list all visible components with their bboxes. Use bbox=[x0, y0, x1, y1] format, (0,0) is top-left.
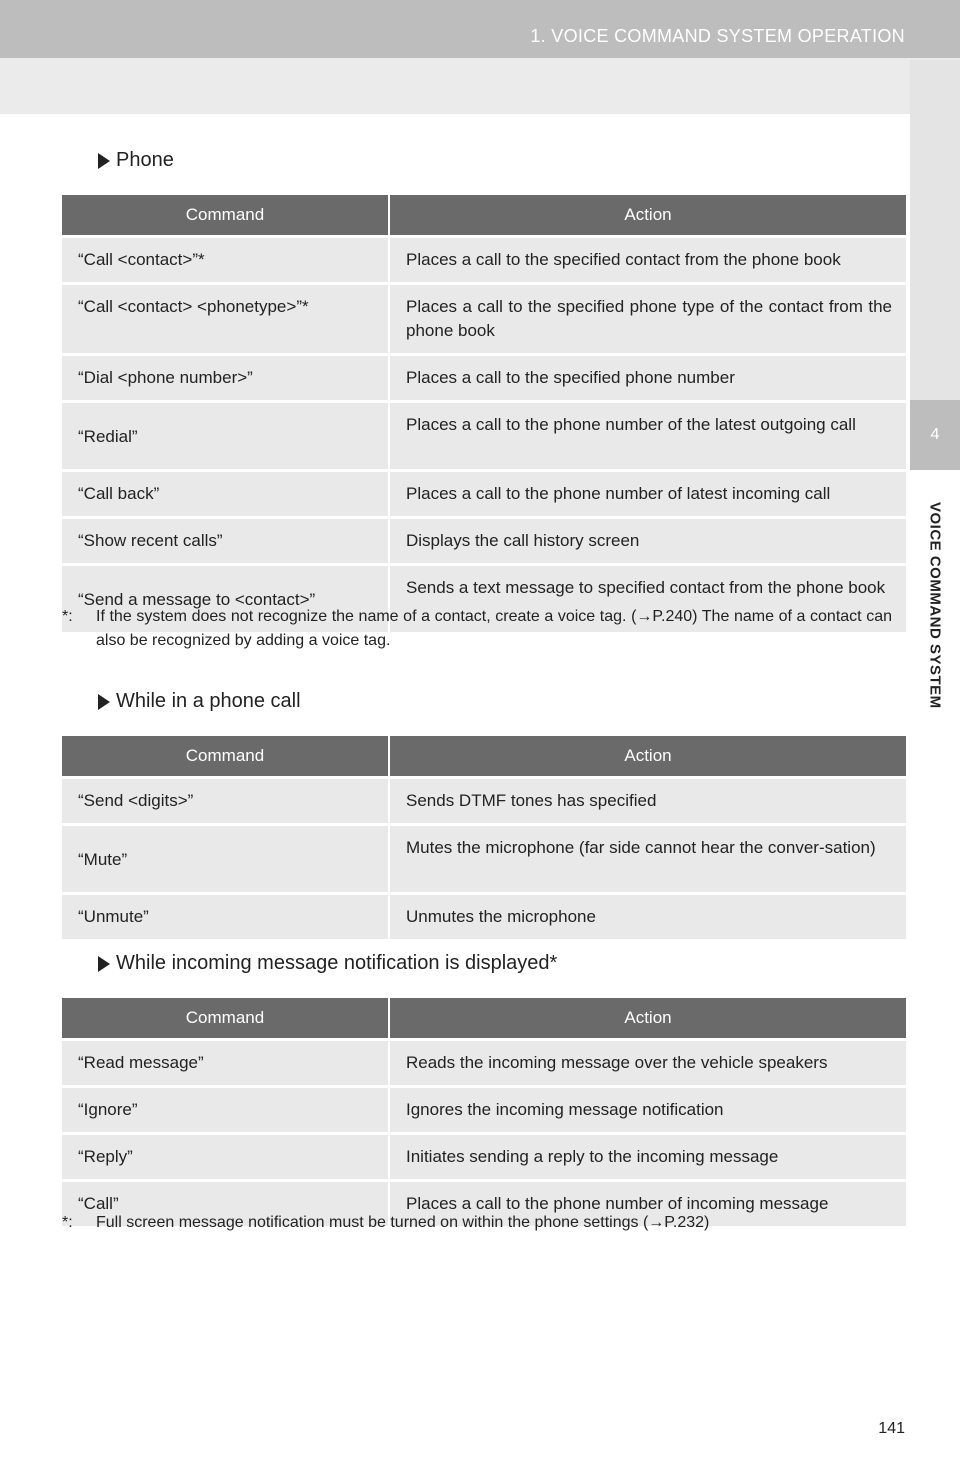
action-cell: Displays the call history screen bbox=[389, 518, 906, 565]
footnote-mark: *: bbox=[62, 608, 73, 625]
section-heading-text: Phone bbox=[116, 149, 174, 171]
action-cell: Unmutes the microphone bbox=[389, 894, 906, 940]
command-cell: “Call back” bbox=[62, 471, 389, 518]
chapter-label: VOICE COMMAND SYSTEM bbox=[926, 501, 944, 709]
section-heading-phone bbox=[98, 149, 174, 172]
command-cell: “Ignore” bbox=[62, 1087, 389, 1134]
in-call-command-table bbox=[62, 736, 906, 939]
command-cell: “Reply” bbox=[62, 1134, 389, 1181]
command-cell: “Call <contact>”* bbox=[62, 237, 389, 284]
table-row bbox=[62, 825, 906, 894]
command-cell: “Call” bbox=[62, 1181, 389, 1227]
table-row bbox=[62, 1040, 906, 1087]
phone-command-table bbox=[62, 195, 906, 632]
chapter-title: 1. VOICE COMMAND SYSTEM OPERATION bbox=[530, 26, 905, 46]
table-row bbox=[62, 471, 906, 518]
table-header-row bbox=[62, 998, 906, 1040]
command-cell: “Send a message to <contact>” bbox=[62, 565, 389, 633]
table-row bbox=[62, 518, 906, 565]
header-bar bbox=[0, 0, 960, 58]
footnote-message bbox=[62, 1211, 892, 1235]
action-cell: Places a call to the specified contact from the phone book bbox=[389, 237, 906, 284]
table-row bbox=[62, 284, 906, 355]
side-tab-top bbox=[910, 60, 960, 400]
section-heading-message-notification bbox=[98, 952, 557, 975]
footnote-text: Full screen message notification must be turned on within the phone settings (→P.232) bbox=[96, 1214, 710, 1231]
column-header-action: Action bbox=[389, 195, 906, 237]
table-row bbox=[62, 1134, 906, 1181]
triangle-bullet-icon bbox=[98, 956, 110, 972]
footnote-phone bbox=[62, 605, 892, 653]
table-row bbox=[62, 355, 906, 402]
action-cell: Places a call to the phone number of the latest outgoing call bbox=[389, 402, 906, 471]
action-cell: Initiates sending a reply to the incoming message bbox=[389, 1134, 906, 1181]
footnote-mark: *: bbox=[62, 1214, 73, 1231]
section-heading-in-call bbox=[98, 690, 301, 713]
action-cell: Ignores the incoming message notification bbox=[389, 1087, 906, 1134]
triangle-bullet-icon bbox=[98, 694, 110, 710]
command-cell: “Redial” bbox=[62, 402, 389, 471]
column-header-action: Action bbox=[389, 736, 906, 778]
command-cell: “Dial <phone number>” bbox=[62, 355, 389, 402]
command-cell: “Mute” bbox=[62, 825, 389, 894]
command-cell: “Call <contact> <phonetype>”* bbox=[62, 284, 389, 355]
triangle-bullet-icon bbox=[98, 153, 110, 169]
page-number: 141 bbox=[878, 1420, 905, 1437]
table-row bbox=[62, 1087, 906, 1134]
table-row bbox=[62, 894, 906, 940]
action-cell: Sends a text message to specified contact from the phone book bbox=[389, 565, 906, 633]
message-command-table bbox=[62, 998, 906, 1226]
action-cell: Places a call to the specified phone type of the contact from the phone book bbox=[389, 284, 906, 355]
table-row bbox=[62, 778, 906, 825]
footnote-text: If the system does not recognize the name of a contact, create a voice tag. (→P.240) The name of a contact can also be recognized by adding a voice tag. bbox=[96, 608, 892, 649]
chapter-number-tab: 4 bbox=[910, 400, 960, 470]
section-heading-text: While in a phone call bbox=[116, 690, 301, 712]
command-cell: “Show recent calls” bbox=[62, 518, 389, 565]
action-cell: Places a call to the specified phone number bbox=[389, 355, 906, 402]
action-cell: Mutes the microphone (far side cannot hear the conver-sation) bbox=[389, 825, 906, 894]
chapter-label-tab bbox=[910, 470, 960, 740]
table-row bbox=[62, 237, 906, 284]
table-row bbox=[62, 402, 906, 471]
action-cell: Places a call to the phone number of incoming message bbox=[389, 1181, 906, 1227]
column-header-action: Action bbox=[389, 998, 906, 1040]
table-header-row bbox=[62, 736, 906, 778]
command-cell: “Send <digits>” bbox=[62, 778, 389, 825]
column-header-command: Command bbox=[62, 195, 389, 237]
action-cell: Reads the incoming message over the vehicle speakers bbox=[389, 1040, 906, 1087]
column-header-command: Command bbox=[62, 736, 389, 778]
command-cell: “Unmute” bbox=[62, 894, 389, 940]
column-header-command: Command bbox=[62, 998, 389, 1040]
header-band bbox=[0, 58, 960, 114]
action-cell: Places a call to the phone number of latest incoming call bbox=[389, 471, 906, 518]
command-cell: “Read message” bbox=[62, 1040, 389, 1087]
section-heading-text: While incoming message notification is displayed* bbox=[116, 952, 558, 974]
table-header-row bbox=[62, 195, 906, 237]
action-cell: Sends DTMF tones has specified bbox=[389, 778, 906, 825]
